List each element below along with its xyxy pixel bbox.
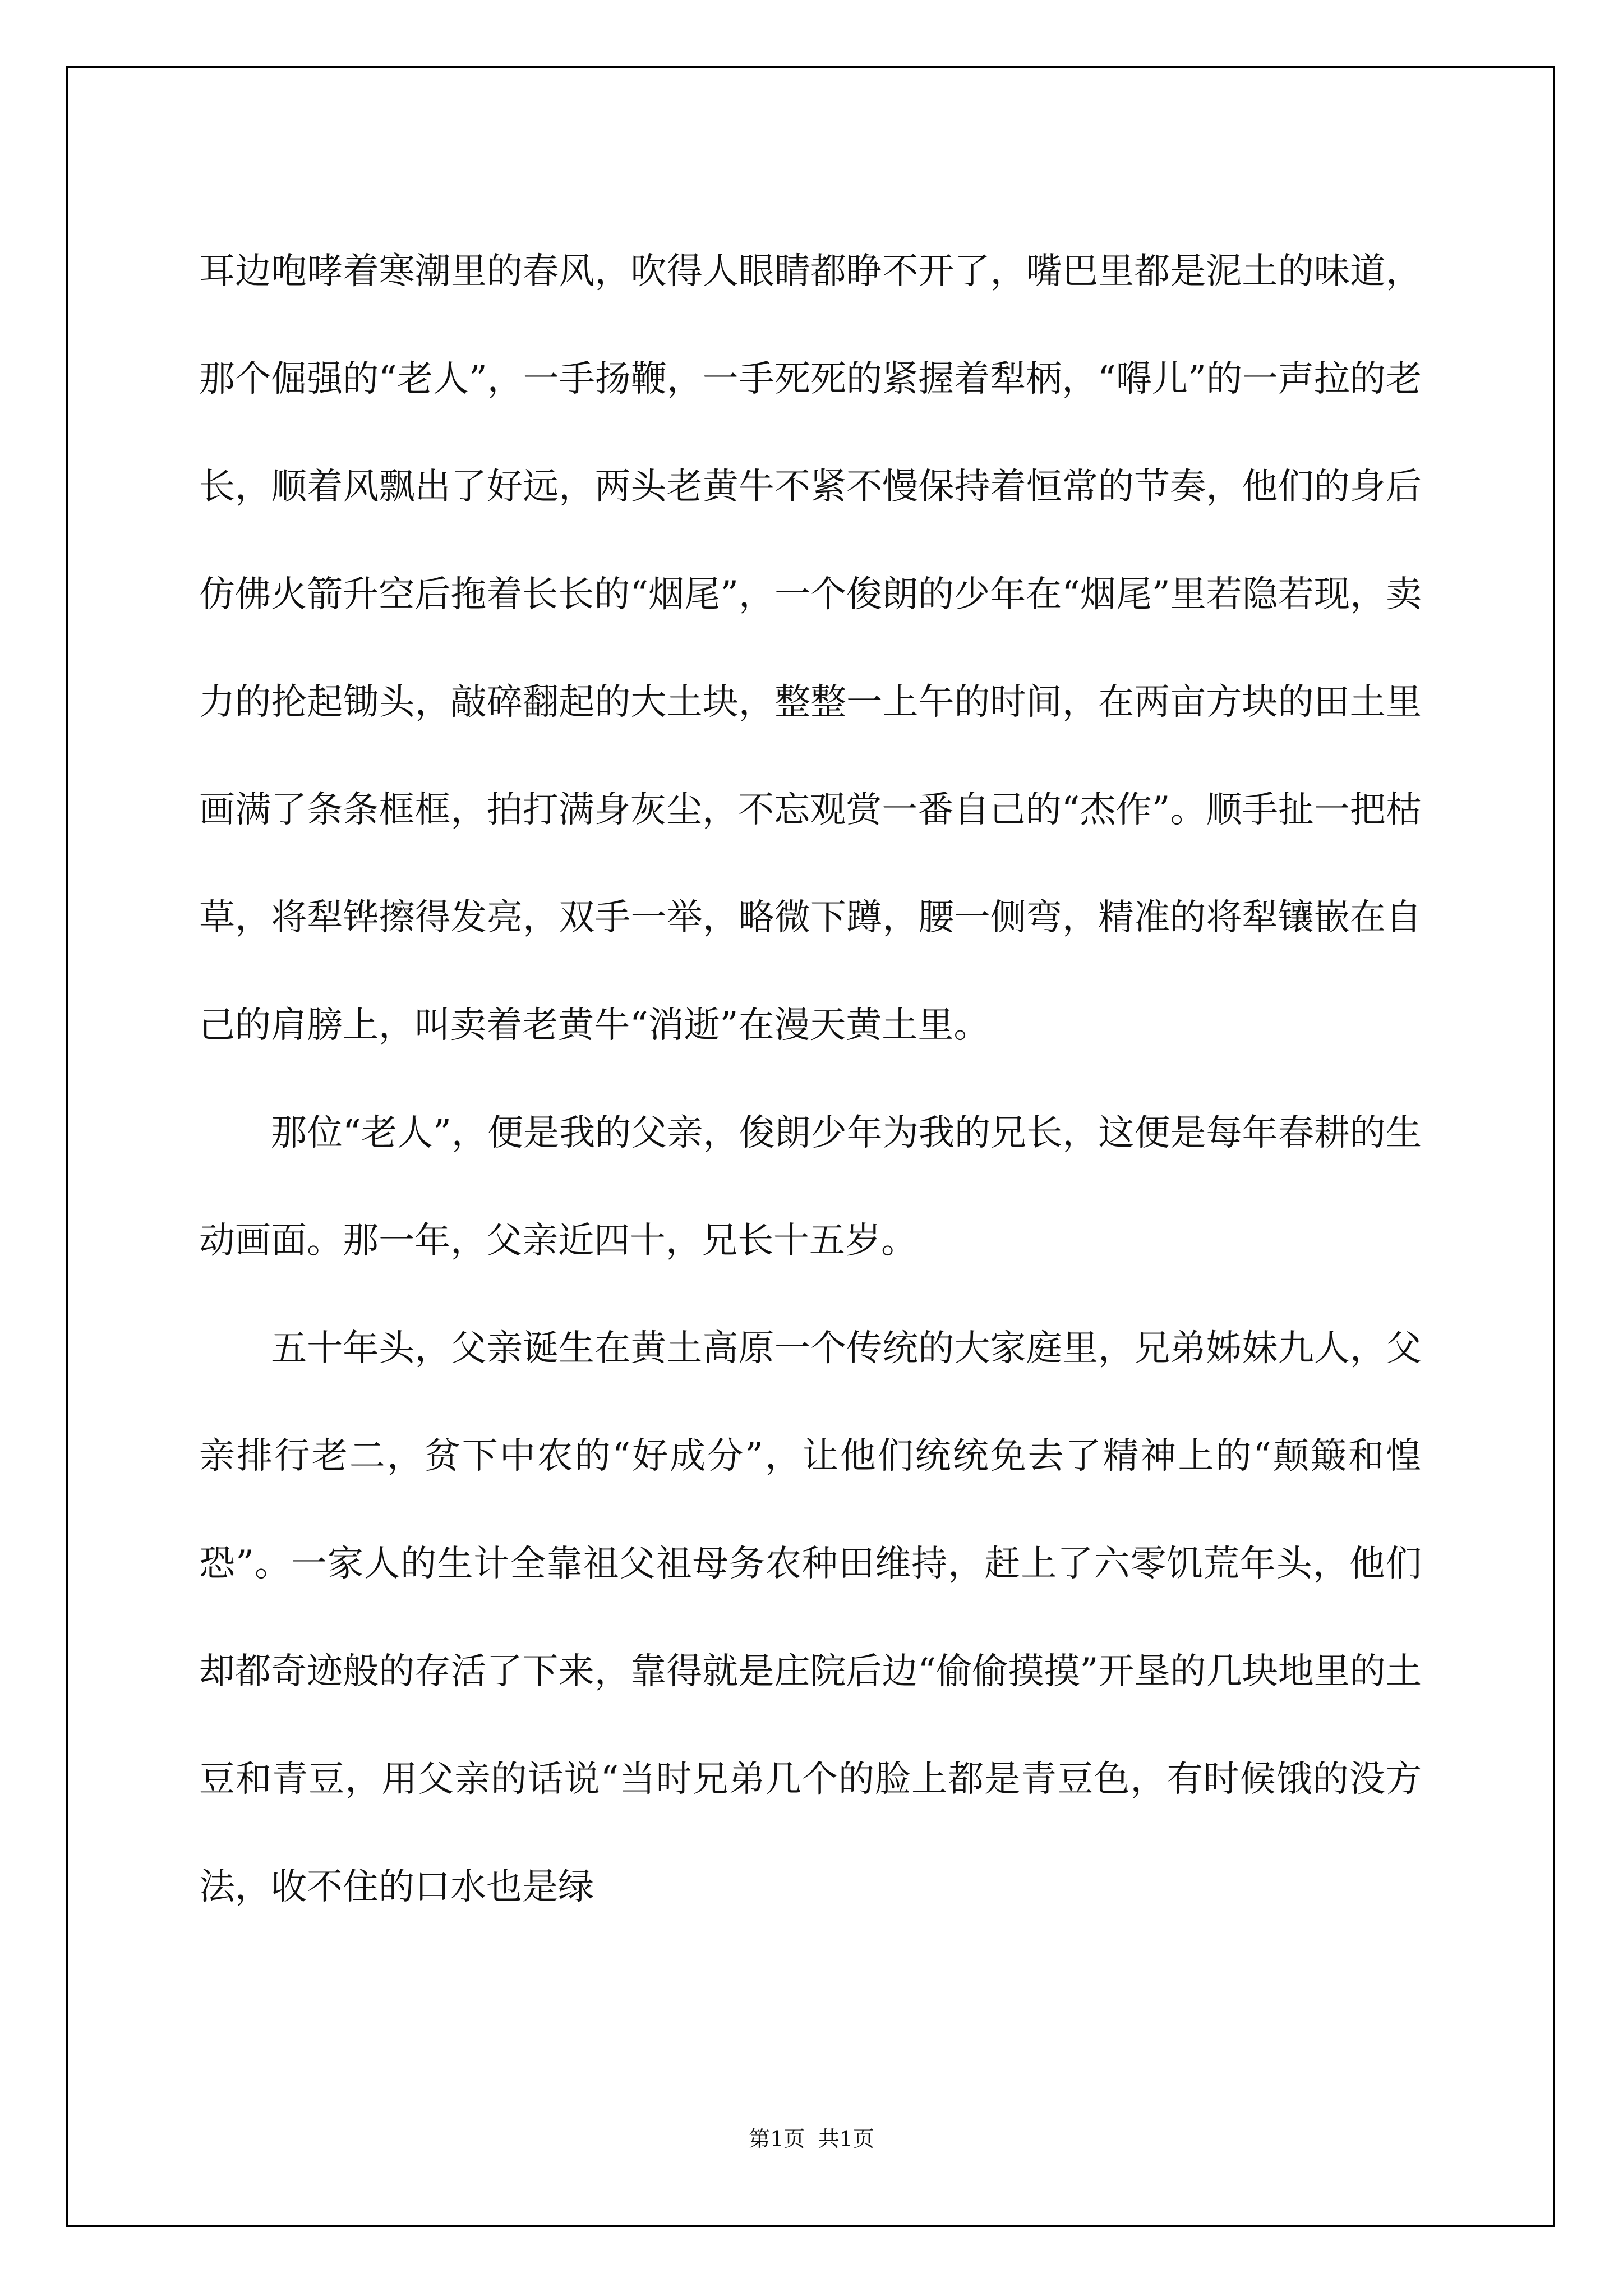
paragraph-3: 五十年头，父亲诞生在黄土高原一个传统的大家庭里，兄弟姊妹九人，父亲排行老二，贫下中农的“好成分”，让他们统统免去了精神上的“颠簸和惶恐”。一家人的生计全靠祖父祖母务农种田维持，赶上了六零饥荒年头，他们却都奇迹般的存活了下来，靠得就是庄院后边“偷偷摸摸”开垦的几块地里的土豆和青豆，用父亲的话说“当时兄弟几个的脸上都是青豆色，有时候饿的没方法，收不住的口水也是绿 xyxy=(199,1328,1422,1908)
document-body xyxy=(199,218,1422,1941)
paragraph-2: 那位“老人”，便是我的父亲，俊朗少年为我的兄长，这便是每年春耕的生动画面。那一年，父亲近四十，兄长十五岁。 xyxy=(199,1112,1422,1262)
paragraph-1: 耳边咆哮着寒潮里的春风，吹得人眼睛都睁不开了，嘴巴里都是泥土的味道，那个倔强的“老人”，一手扬鞭，一手死死的紧握着犁柄，“嘚儿”的一声拉的老长，顺着风飘出了好远，两头老黄牛不紧不慢保持着恒常的节奏，他们的身后仿佛火箭升空后拖着长长的“烟尾”，一个俊朗的少年在“烟尾”里若隐若现，卖力的抡起锄头，敲碎翻起的大土块，整整一上午的时间，在两亩方块的田土里画满了条条框框，拍打满身灰尘，不忘观赏一番自己的“杰作”。顺手扯一把枯草，将犁铧擦得发亮，双手一举，略微下蹲，腰一侧弯，精准的将犁镶嵌在自己的肩膀上，叫卖着老黄牛“消逝”在漫天黄土里。 xyxy=(199,251,1422,1046)
page-number-footer: 第1页 共1页 xyxy=(749,2127,874,2151)
